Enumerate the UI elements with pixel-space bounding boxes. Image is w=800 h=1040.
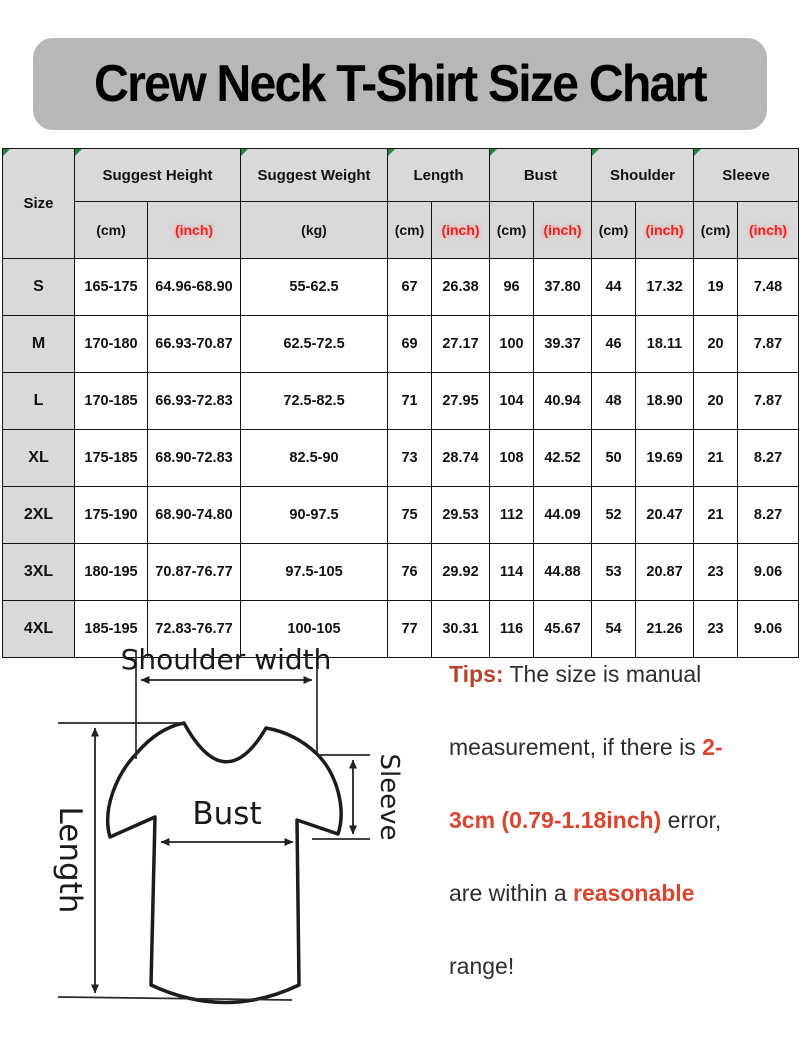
value-cell: 21 bbox=[694, 487, 738, 544]
unit-cm: (cm) bbox=[694, 202, 738, 259]
value-cell: 28.74 bbox=[432, 430, 490, 487]
value-cell: 9.06 bbox=[738, 544, 799, 601]
value-cell: 108 bbox=[490, 430, 534, 487]
value-cell: 64.96-68.90 bbox=[148, 259, 241, 316]
value-cell: 46 bbox=[592, 316, 636, 373]
unit-inch: (inch) bbox=[738, 202, 799, 259]
value-cell: 29.53 bbox=[432, 487, 490, 544]
value-cell: 8.27 bbox=[738, 430, 799, 487]
col-header-suggest-height bbox=[75, 149, 241, 202]
tips-text: are within a bbox=[449, 880, 574, 907]
tips-line bbox=[449, 806, 794, 834]
table-row-m bbox=[3, 316, 799, 373]
unit-cm: (cm) bbox=[490, 202, 534, 259]
tips-highlight: reasonable bbox=[573, 880, 695, 907]
col-header-label: Suggest Weight bbox=[257, 166, 371, 184]
value-cell: 17.32 bbox=[636, 259, 694, 316]
value-cell: 68.90-74.80 bbox=[148, 487, 241, 544]
value-cell: 97.5-105 bbox=[241, 544, 388, 601]
value-cell: 70.87-76.77 bbox=[148, 544, 241, 601]
tips-label: Tips: bbox=[449, 661, 504, 687]
sleeve-label: Sleeve bbox=[374, 753, 404, 841]
value-cell: 29.92 bbox=[432, 544, 490, 601]
value-cell: 75 bbox=[388, 487, 432, 544]
value-cell: 116 bbox=[490, 601, 534, 658]
value-cell: 69 bbox=[388, 316, 432, 373]
tips-line bbox=[449, 660, 794, 688]
page-title: Crew Neck T-Shirt Size Chart bbox=[94, 55, 706, 113]
tips-panel bbox=[449, 660, 794, 1025]
size-cell: XL bbox=[3, 430, 75, 487]
value-cell: 19.69 bbox=[636, 430, 694, 487]
length-label: Length bbox=[52, 806, 88, 914]
value-cell: 44.09 bbox=[534, 487, 592, 544]
value-cell: 67 bbox=[388, 259, 432, 316]
col-header-suggest-weight bbox=[241, 149, 388, 202]
unit-kg: (kg) bbox=[241, 202, 388, 259]
value-cell: 54 bbox=[592, 601, 636, 658]
col-header-bust bbox=[490, 149, 592, 202]
col-header-label: Shoulder bbox=[610, 166, 676, 184]
value-cell: 50 bbox=[592, 430, 636, 487]
table-row-2xl bbox=[3, 487, 799, 544]
tips-text: measurement, if there is bbox=[449, 734, 703, 761]
tips-highlight: 2- bbox=[702, 734, 723, 761]
value-cell: 72.83-76.77 bbox=[148, 601, 241, 658]
value-cell: 7.48 bbox=[738, 259, 799, 316]
col-header-label: Length bbox=[413, 166, 464, 184]
cell-corner-marker-icon bbox=[241, 149, 248, 156]
value-cell: 39.37 bbox=[534, 316, 592, 373]
size-cell: 2XL bbox=[3, 487, 75, 544]
value-cell: 175-190 bbox=[75, 487, 148, 544]
unit-cm: (cm) bbox=[75, 202, 148, 259]
col-header-label: Suggest Height bbox=[102, 166, 213, 184]
size-cell: S bbox=[3, 259, 75, 316]
unit-cm: (cm) bbox=[592, 202, 636, 259]
value-cell: 53 bbox=[592, 544, 636, 601]
value-cell: 40.94 bbox=[534, 373, 592, 430]
value-cell: 21 bbox=[694, 430, 738, 487]
shoulder-width-label: Shoulder width bbox=[120, 648, 332, 676]
value-cell: 19 bbox=[694, 259, 738, 316]
header-group-row bbox=[3, 149, 799, 202]
value-cell: 76 bbox=[388, 544, 432, 601]
cell-corner-marker-icon bbox=[490, 149, 497, 156]
value-cell: 77 bbox=[388, 601, 432, 658]
value-cell: 175-185 bbox=[75, 430, 148, 487]
value-cell: 27.17 bbox=[432, 316, 490, 373]
col-header-label: Bust bbox=[523, 166, 558, 184]
tips-highlight: 3cm (0.79-1.18inch) bbox=[449, 807, 662, 834]
value-cell: 42.52 bbox=[534, 430, 592, 487]
cell-corner-marker-icon bbox=[694, 149, 701, 156]
value-cell: 21.26 bbox=[636, 601, 694, 658]
value-cell: 26.38 bbox=[432, 259, 490, 316]
value-cell: 18.90 bbox=[636, 373, 694, 430]
tips-line bbox=[449, 952, 794, 980]
size-cell: L bbox=[3, 373, 75, 430]
value-cell: 37.80 bbox=[534, 259, 592, 316]
value-cell: 7.87 bbox=[738, 316, 799, 373]
unit-inch: (inch) bbox=[148, 202, 241, 259]
value-cell: 18.11 bbox=[636, 316, 694, 373]
value-cell: 55-62.5 bbox=[241, 259, 388, 316]
col-header-sleeve bbox=[694, 149, 799, 202]
tips-line bbox=[449, 733, 794, 761]
value-cell: 48 bbox=[592, 373, 636, 430]
col-header-length bbox=[388, 149, 490, 202]
value-cell: 96 bbox=[490, 259, 534, 316]
tips-text: range! bbox=[449, 953, 515, 980]
tips-text: error, bbox=[661, 807, 722, 834]
cell-corner-marker-icon bbox=[75, 149, 82, 156]
value-cell: 104 bbox=[490, 373, 534, 430]
size-cell: 3XL bbox=[3, 544, 75, 601]
value-cell: 23 bbox=[694, 601, 738, 658]
tshirt-outline bbox=[108, 723, 341, 1003]
value-cell: 72.5-82.5 bbox=[241, 373, 388, 430]
col-header-size bbox=[3, 149, 75, 259]
value-cell: 185-195 bbox=[75, 601, 148, 658]
size-cell: M bbox=[3, 316, 75, 373]
value-cell: 52 bbox=[592, 487, 636, 544]
tips-text: The size is manual bbox=[503, 661, 702, 687]
value-cell: 82.5-90 bbox=[241, 430, 388, 487]
size-chart-table bbox=[2, 148, 799, 658]
col-header-label: Size bbox=[23, 195, 54, 212]
cell-corner-marker-icon bbox=[388, 149, 395, 156]
cell-corner-marker-icon bbox=[3, 149, 10, 156]
value-cell: 30.31 bbox=[432, 601, 490, 658]
value-cell: 23 bbox=[694, 544, 738, 601]
value-cell: 44.88 bbox=[534, 544, 592, 601]
bust-label: Bust bbox=[192, 796, 262, 832]
value-cell: 170-185 bbox=[75, 373, 148, 430]
value-cell: 9.06 bbox=[738, 601, 799, 658]
tips-line bbox=[449, 879, 794, 907]
value-cell: 73 bbox=[388, 430, 432, 487]
value-cell: 68.90-72.83 bbox=[148, 430, 241, 487]
col-header-shoulder bbox=[592, 149, 694, 202]
value-cell: 180-195 bbox=[75, 544, 148, 601]
value-cell: 100-105 bbox=[241, 601, 388, 658]
value-cell: 45.67 bbox=[534, 601, 592, 658]
col-header-label: Sleeve bbox=[722, 166, 770, 184]
size-cell: 4XL bbox=[3, 601, 75, 658]
table-row-xl bbox=[3, 430, 799, 487]
value-cell: 7.87 bbox=[738, 373, 799, 430]
unit-inch: (inch) bbox=[636, 202, 694, 259]
cell-corner-marker-icon bbox=[592, 149, 599, 156]
value-cell: 27.95 bbox=[432, 373, 490, 430]
value-cell: 20.47 bbox=[636, 487, 694, 544]
value-cell: 165-175 bbox=[75, 259, 148, 316]
value-cell: 8.27 bbox=[738, 487, 799, 544]
tshirt-measurement-diagram bbox=[0, 648, 440, 1040]
value-cell: 100 bbox=[490, 316, 534, 373]
unit-inch: (inch) bbox=[432, 202, 490, 259]
value-cell: 20 bbox=[694, 373, 738, 430]
title-banner bbox=[33, 38, 767, 130]
value-cell: 114 bbox=[490, 544, 534, 601]
value-cell: 44 bbox=[592, 259, 636, 316]
table-row-s bbox=[3, 259, 799, 316]
header-units-row bbox=[3, 202, 799, 259]
value-cell: 66.93-70.87 bbox=[148, 316, 241, 373]
value-cell: 112 bbox=[490, 487, 534, 544]
value-cell: 62.5-72.5 bbox=[241, 316, 388, 373]
value-cell: 90-97.5 bbox=[241, 487, 388, 544]
value-cell: 71 bbox=[388, 373, 432, 430]
value-cell: 20.87 bbox=[636, 544, 694, 601]
value-cell: 170-180 bbox=[75, 316, 148, 373]
table-row-3xl bbox=[3, 544, 799, 601]
value-cell: 66.93-72.83 bbox=[148, 373, 241, 430]
unit-inch: (inch) bbox=[534, 202, 592, 259]
unit-cm: (cm) bbox=[388, 202, 432, 259]
value-cell: 20 bbox=[694, 316, 738, 373]
table-row-l bbox=[3, 373, 799, 430]
